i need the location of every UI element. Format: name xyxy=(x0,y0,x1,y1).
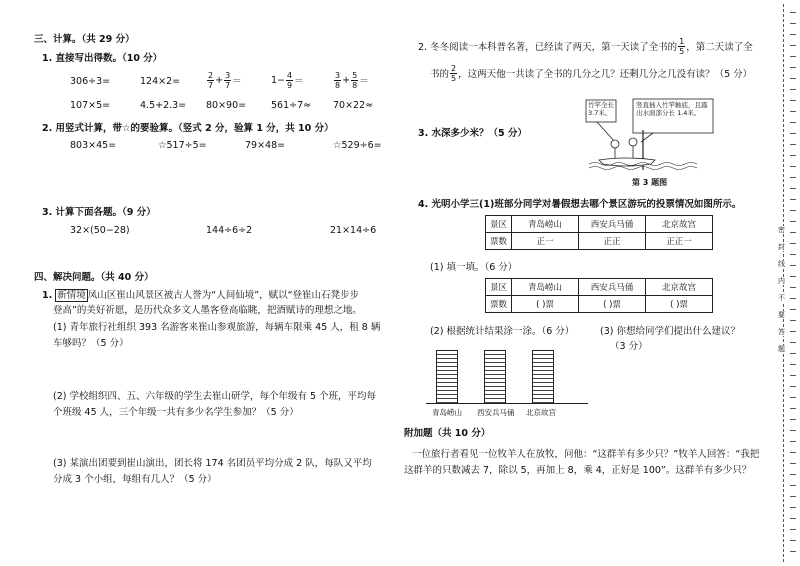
tick-mark xyxy=(790,243,796,244)
q4-1-3-b: 分成 3 个小组，每组有几人？（5 分） xyxy=(53,474,217,485)
vote-count-table xyxy=(485,278,713,313)
tick-mark xyxy=(790,375,796,376)
tick-mark xyxy=(790,540,796,541)
table-cell: 票数 xyxy=(486,233,512,250)
tick-mark xyxy=(790,551,796,552)
vertical-calc-2: ☆517÷5= xyxy=(158,140,207,151)
coloring-bar[interactable] xyxy=(484,350,506,404)
bubble-pole-length: 竹竿全长3.7米。 xyxy=(588,101,614,117)
fraction: $\frac{3}{7}$ xyxy=(225,70,231,90)
tick-mark xyxy=(790,265,796,266)
answer-cell[interactable]: ( )票 xyxy=(579,296,646,313)
coloring-bars xyxy=(428,348,588,404)
vertical-calc-1: 803×45= xyxy=(70,140,117,151)
binding-char: 不 xyxy=(778,294,785,302)
r-q4-1: (1) 填一填。（6 分） xyxy=(430,262,518,273)
binding-strip xyxy=(770,0,800,566)
tick-mark xyxy=(790,67,796,68)
binding-char: 内 xyxy=(778,277,785,285)
tick-mark xyxy=(790,155,796,156)
tick-mark xyxy=(790,397,796,398)
tick-mark xyxy=(790,386,796,387)
calc-1-3: $\frac{2}{7}$ + $\frac{3}{7}$ ＝ xyxy=(208,70,242,90)
calc-2-5: 70×22≈ xyxy=(333,99,374,111)
fraction: $\frac{3}{8}$ xyxy=(335,70,341,90)
tick-mark xyxy=(790,496,796,497)
r-q4-2: (2) 根据统计结果涂一涂。（6 分） xyxy=(430,326,575,337)
table-header-cell: 青岛崂山 xyxy=(512,279,579,296)
q4-1-2-a: (2) 学校组织四、五、六年级的学生去崔山研学，每个年级有 5 个班，平均每 xyxy=(53,391,377,402)
tick-mark xyxy=(790,353,796,354)
q4-1-1-b: 车够吗？（5 分） xyxy=(53,338,129,349)
bonus-text-b: 这群羊的只数减去 7，除以 5，再加上 8，乘 4，正好是 100”。这群羊有多少只？ xyxy=(404,465,752,476)
calc-2-2: 4.5+2.3= xyxy=(140,99,187,111)
r-q2-line1: 2. 冬冬阅读一本科普名著，已经读了两天，第一天读了全书的 $\frac{1}{5}$ ，第二天读了全 xyxy=(418,36,753,56)
q4-1-1-a: (1) 青年旅行社组织 393 名游客来崔山参观旅游，每辆车限乘 45 人，租 8 辆 xyxy=(53,322,381,333)
table-header-cell: 北京故宫 xyxy=(646,216,713,233)
fraction: $\frac{2}{5}$ xyxy=(451,63,457,83)
tick-mark xyxy=(790,331,796,332)
q3-title: 3. 计算下面各题。（9 分） xyxy=(42,207,156,218)
tally-cell: 正正一 xyxy=(646,233,713,250)
vertical-calc-4: ☆529÷6= xyxy=(333,140,382,151)
bonus-title: 附加题（共 10 分） xyxy=(404,428,491,439)
calc-1-1: 306÷3= xyxy=(70,75,111,87)
tick-mark xyxy=(790,463,796,464)
calc-2-3: 80×90= xyxy=(206,99,247,111)
r-q4-3-a: (3) 你想给同学们提出什么建议？ xyxy=(600,326,740,337)
coloring-bar[interactable] xyxy=(532,350,554,404)
tick-mark xyxy=(790,177,796,178)
figure-caption: 第 3 题图 xyxy=(632,178,668,187)
table-header-cell: 北京故宫 xyxy=(646,279,713,296)
tick-mark xyxy=(790,199,796,200)
tick-mark xyxy=(790,441,796,442)
tick-mark xyxy=(790,232,796,233)
binding-char: 答 xyxy=(778,328,785,336)
binding-char: 封 xyxy=(778,243,785,251)
table-header-cell: 西安兵马俑 xyxy=(579,279,646,296)
bonus-text-a: 一位旅行者看见一位牧羊人在放牧，问他：“这群羊有多少只？”牧羊人回答：“我把 xyxy=(412,449,760,460)
vote-tally-table xyxy=(485,215,713,250)
answer-cell[interactable]: ( )票 xyxy=(512,296,579,313)
table-header-cell: 西安兵马俑 xyxy=(579,216,646,233)
calc-2-4: 561÷7≈ xyxy=(271,99,312,111)
tick-mark xyxy=(790,298,796,299)
calc-1-4: 1− $\frac{4}{9}$ ＝ xyxy=(271,70,304,90)
tick-mark xyxy=(790,529,796,530)
section3-title: 三、计算。（共 29 分） xyxy=(34,34,135,45)
binding-char: 密 xyxy=(778,226,785,234)
q2-title: 2. 用竖式计算，带☆的要验算。（竖式 2 分，验算 1 分，共 10 分） xyxy=(42,123,334,134)
calc-1-5: $\frac{3}{8}$ + $\frac{5}{8}$ ＝ xyxy=(335,70,369,90)
tally-cell: 正一 xyxy=(512,233,579,250)
fraction: $\frac{2}{7}$ xyxy=(208,70,214,90)
tick-mark xyxy=(790,309,796,310)
tick-mark xyxy=(790,320,796,321)
r-q2-line2: 书的 $\frac{2}{5}$ ，这两天他一共读了全书的几分之几？还剩几分之几没有读？（5 分） xyxy=(430,63,753,83)
tick-mark xyxy=(790,100,796,101)
mixed-calc-2: 144÷6÷2 xyxy=(206,225,253,236)
tick-mark xyxy=(790,287,796,288)
bar-label-2: 西安兵马俑 xyxy=(477,408,515,417)
tick-mark xyxy=(790,408,796,409)
bar-label-3: 北京故宫 xyxy=(526,408,556,417)
tick-mark xyxy=(790,34,796,35)
q4-1-intro-b: 登高”的美好祈愿，是历代众多文人墨客登高临眺，把酒赋诗的理想之地。 xyxy=(53,305,362,316)
tick-mark xyxy=(790,56,796,57)
tick-mark xyxy=(790,254,796,255)
fraction: $\frac{1}{5}$ xyxy=(679,36,685,56)
table-header-cell: 青岛崂山 xyxy=(512,216,579,233)
binding-char: 要 xyxy=(778,311,785,319)
tick-mark xyxy=(790,507,796,508)
tick-mark xyxy=(790,210,796,211)
mixed-calc-1: 32×(50−28) xyxy=(70,225,130,236)
tick-mark xyxy=(790,518,796,519)
tick-mark xyxy=(790,111,796,112)
answer-cell[interactable]: ( )票 xyxy=(646,296,713,313)
binding-char: 题 xyxy=(778,345,785,353)
table-header-cell: 景区 xyxy=(486,216,512,233)
calc-1-2: 124×2= xyxy=(140,75,181,87)
tick-mark xyxy=(790,188,796,189)
tick-mark xyxy=(790,78,796,79)
bar-label-1: 青岛崂山 xyxy=(432,408,462,417)
tick-mark xyxy=(790,452,796,453)
q4-1-intro-a: 1. 新情境 凤山区崔山风景区被古人誉为“人间仙境”，赋以“登崔山石凳步步 xyxy=(42,290,360,301)
vertical-calc-3: 79×48= xyxy=(245,140,286,151)
tick-mark xyxy=(790,133,796,134)
tick-mark xyxy=(790,166,796,167)
table-header-cell: 景区 xyxy=(486,279,512,296)
mixed-calc-3: 21×14÷6 xyxy=(330,225,377,236)
tick-mark xyxy=(790,144,796,145)
q4-1-3-a: (3) 某演出团要到崔山演出，团长将 174 名团员平均分成 2 队，每队又平均 xyxy=(53,458,372,469)
fraction: $\frac{4}{9}$ xyxy=(287,70,293,90)
tick-mark xyxy=(790,45,796,46)
tick-mark xyxy=(790,23,796,24)
r-q4-title: 4. 光明小学三(1)班部分同学对暑假想去哪个景区游玩的投票情况如图所示。 xyxy=(418,199,742,210)
tick-mark xyxy=(790,12,796,13)
tick-mark xyxy=(790,430,796,431)
section4-title: 四、解决问题。（共 40 分） xyxy=(34,272,154,283)
tick-mark xyxy=(790,485,796,486)
q4-1-2-b: 个班级 45 人，三个年级一共有多少名学生参加？（5 分） xyxy=(53,407,299,418)
tick-mark xyxy=(790,276,796,277)
coloring-bar[interactable] xyxy=(436,350,458,404)
r-q3-title: 3. 水深多少米？（5 分） xyxy=(418,128,527,139)
binding-char: 线 xyxy=(778,260,785,268)
tick-mark xyxy=(790,122,796,123)
q1-title: 1. 直接写出得数。（10 分） xyxy=(42,53,163,64)
tick-mark xyxy=(790,342,796,343)
r-q4-3-b: （3 分） xyxy=(610,341,648,352)
fraction: $\frac{5}{8}$ xyxy=(352,70,358,90)
table-cell: 票数 xyxy=(486,296,512,313)
tick-mark xyxy=(790,474,796,475)
tick-mark xyxy=(790,419,796,420)
tick-mark xyxy=(790,221,796,222)
tick-mark xyxy=(790,364,796,365)
tally-cell: 正正 xyxy=(579,233,646,250)
calc-2-1: 107×5= xyxy=(70,99,111,111)
bubble-pole-above-water: 竖直插入竹竿触底，且露出水面部分长 1.4米。 xyxy=(636,101,708,117)
tick-mark xyxy=(790,89,796,90)
new-context-tag: 新情境 xyxy=(57,290,86,301)
